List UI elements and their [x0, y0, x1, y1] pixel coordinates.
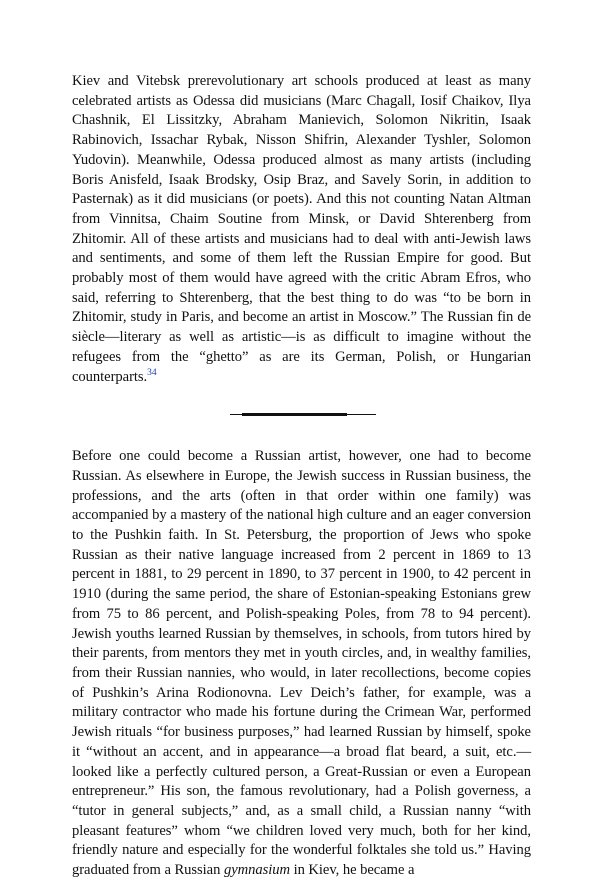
- paragraph-becoming-russian-tail: in Kiev, he became a: [289, 862, 415, 879]
- paragraph-artists: [72, 72, 531, 387]
- paragraph-becoming-russian-text: Before one could become a Russian artist, however, one had to become Russian. As elsewhere in Europe, the Jewish success in Russian business, the professions, and the arts (often in that order within one family) was accompanied by a mastery of the national high culture and an eager conversion to the Pushkin faith. In St. Petersburg, the proportion of Jews who spoke Russian as their native language increased from 2 percent in 1869 to 13 percent in 1881, to 29 percent in 1890, to 37 percent in 1900, to 42 percent in 1910 (during the same period, the share of Estonian-speaking Estonians grew from 75 to 86 percent, and Polish-speaking Poles, from 78 to 94 percent). Jewish youths learned Russian by themselves, in schools, from tutors hired by their parents, from mentors they met in youth circles, and, in wealthy families, from their Russian nannies, who would, in later recollections, become copies of Pushkin’s Arina Rodionovna. Lev Deich’s father, for example, was a military contractor who made his fortune during the Crimean War, performed Jewish rituals “for business purposes,” had learned Russian by himself, spoke it “without an accent, and in appearance—a broad flat beard, a suit, etc.—looked like a perfectly cultured person, a Great-Russian or even a European entrepreneur.” His son, the famous revolutionary, had a Polish governess, a “tutor in general subjects,” and, as a small child, a Russian nanny “with pleasant features” whom “we children loved very much, both for her kind, friendly nature and especially for the wonderful folktales she told us.” Having graduated from a Russian: [72, 448, 531, 879]
- section-separator: [72, 393, 531, 429]
- italic-term-gymnasium: gymnasium: [223, 862, 290, 879]
- paragraph-becoming-russian: [72, 447, 531, 880]
- document-page: [72, 72, 531, 881]
- separator-thick-rule: [242, 413, 347, 416]
- paragraph-artists-text: Kiev and Vitebsk prerevolutionary art schools produced at least as many celebrated artists as Odessa did musicians (Marc Chagall, Iosif Chaikov, Ilya Chashnik, El Lissitzky, Abraham Manievich, Solomon Nikritin, Isaak Rabinovich, Issachar Rybak, Nisson Shifrin, Alexander Tyshler, Solomon Yudovin). Meanwhile, Odessa produced almost as many artists (including Boris Anisfeld, Isaak Brodsky, Osip Braz, and Savely Sorin, in addition to Pasternak) as it did musicians (or poets). And this not counting Natan Altman from Vinnitsa, Chaim Soutine from Minsk, or David Shterenberg from Zhitomir. All of these artists and musicians had to deal with anti-Jewish laws and sentiments, and some of them left the Russian Empire for good. But probably most of them would have agreed with the critic Abram Efros, who said, referring to Shterenberg, that the best thing to do was “to be born in Zhitomir, study in Paris, and become an artist in Moscow.” The Russian fin de siècle—literary as well as artistic—is as difficult to imagine without the refugees from the “ghetto” as are its German, Polish, or Hungarian counterparts.: [72, 73, 531, 385]
- footnote-reference-34[interactable]: 34: [147, 367, 157, 378]
